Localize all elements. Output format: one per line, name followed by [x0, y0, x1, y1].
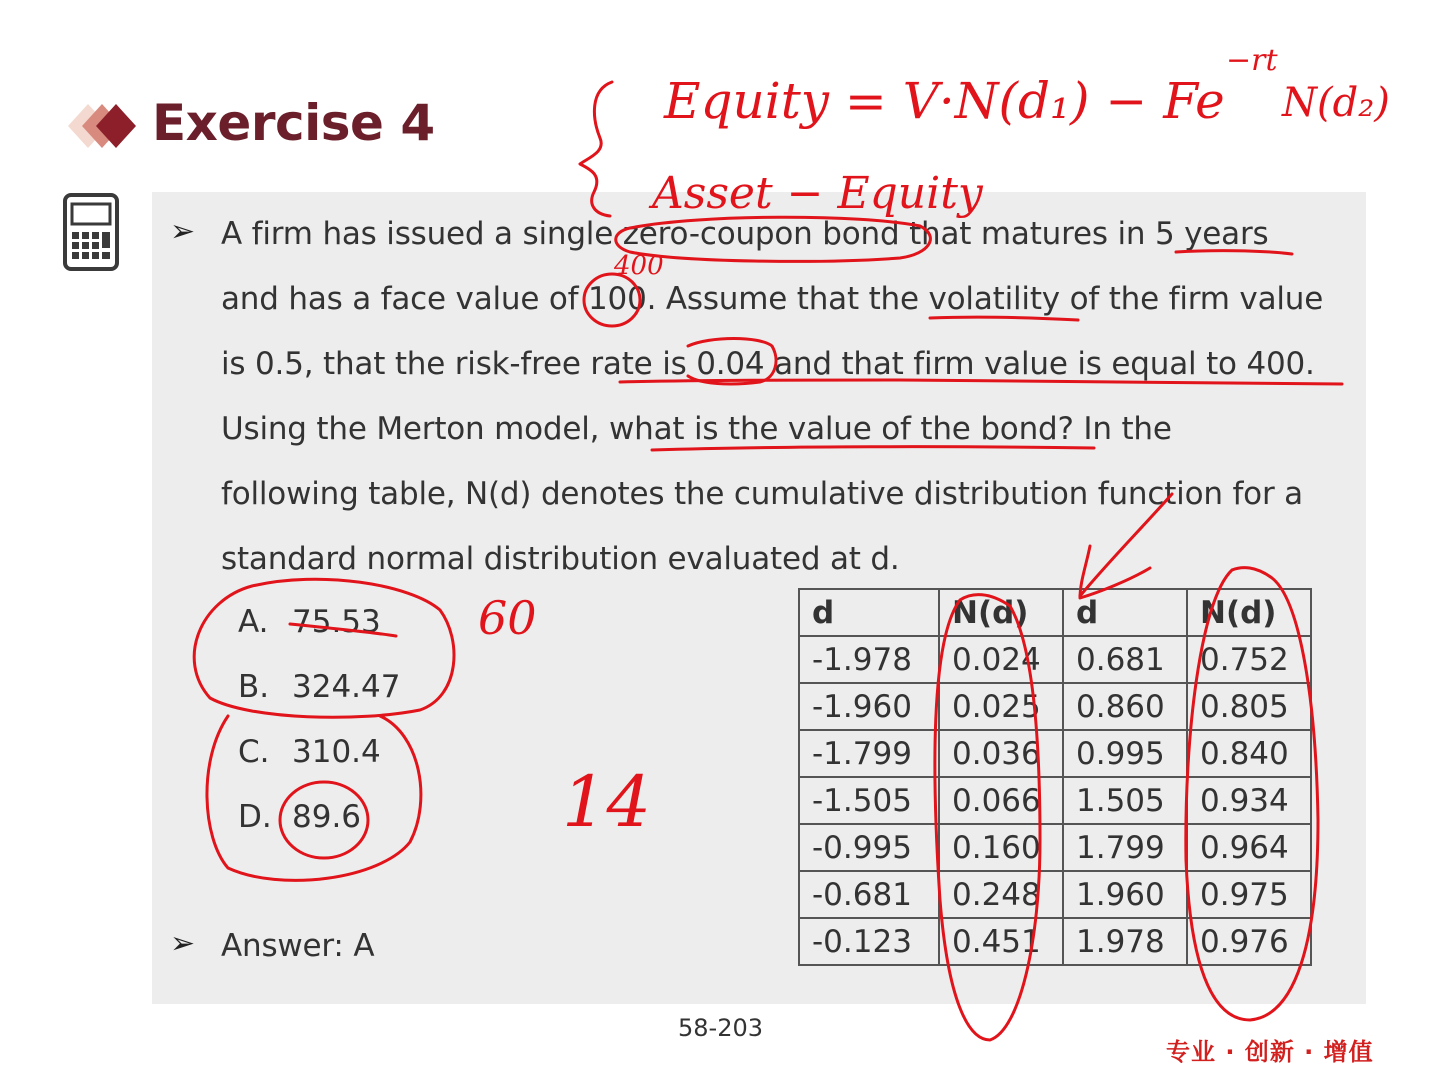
table-cell: 0.248	[939, 871, 1063, 918]
table-row	[799, 918, 1311, 965]
ink-note-60: 60	[478, 591, 537, 645]
calculator-icon	[62, 192, 120, 272]
table-cell: -1.960	[799, 683, 939, 730]
table-cell: 0.975	[1187, 871, 1311, 918]
table-cell: -0.995	[799, 824, 939, 871]
table-row	[799, 730, 1311, 777]
title-diamond-icon	[36, 86, 146, 166]
choice-label: C.	[238, 734, 270, 770]
question-line-3: is 0.5, that the risk-free rate is 0.04 and that firm value is equal to 400.	[221, 346, 1315, 382]
table-cell: 0.805	[1187, 683, 1311, 730]
table-cell: 0.976	[1187, 918, 1311, 965]
ink-formula-tail: N(d₂)	[1282, 80, 1390, 126]
question-line-1: A firm has issued a single zero-coupon bond that matures in 5 years	[221, 216, 1269, 252]
table-header: N(d)	[939, 589, 1063, 636]
table-cell: 0.860	[1063, 683, 1187, 730]
table-cell: 1.978	[1063, 918, 1187, 965]
table-cell: 0.160	[939, 824, 1063, 871]
table-row	[799, 871, 1311, 918]
choice-label: A.	[238, 604, 269, 640]
table-header: d	[1063, 589, 1187, 636]
table-cell: 0.036	[939, 730, 1063, 777]
question-line-5: following table, N(d) denotes the cumulative distribution function for a	[221, 476, 1303, 512]
table-cell: -0.123	[799, 918, 939, 965]
table-header-row	[799, 589, 1311, 636]
table-cell: 0.995	[1063, 730, 1187, 777]
table-row	[799, 683, 1311, 730]
table-cell: 0.024	[939, 636, 1063, 683]
question-line-4: Using the Merton model, what is the value of the bond? In the	[221, 411, 1172, 447]
normal-distribution-table	[798, 588, 1312, 966]
table-cell: 0.840	[1187, 730, 1311, 777]
table-cell: -1.505	[799, 777, 939, 824]
table-cell: -1.978	[799, 636, 939, 683]
choice-label: B.	[238, 669, 270, 705]
table-header: d	[799, 589, 939, 636]
table-cell: 0.752	[1187, 636, 1311, 683]
ink-note-400: 400	[614, 251, 664, 281]
bullet-arrow-icon: ➢	[170, 926, 196, 961]
answer-text: Answer: A	[221, 928, 375, 964]
table-cell: 0.025	[939, 683, 1063, 730]
ink-formula-exponent: −rt	[1226, 43, 1278, 78]
ink-formula-1: Equity = V·N(d₁) − Fe	[664, 72, 1225, 130]
table-cell: 0.934	[1187, 777, 1311, 824]
table-cell: 0.964	[1187, 824, 1311, 871]
table-row	[799, 636, 1311, 683]
table-row	[799, 777, 1311, 824]
page-number: 58-203	[678, 1014, 764, 1042]
table-cell: -1.799	[799, 730, 939, 777]
table-cell: 1.960	[1063, 871, 1187, 918]
table-header: N(d)	[1187, 589, 1311, 636]
question-line-6: standard normal distribution evaluated at d.	[221, 541, 900, 577]
table-cell: 1.505	[1063, 777, 1187, 824]
slide-title: Exercise 4	[152, 94, 435, 152]
table-cell: 0.066	[939, 777, 1063, 824]
table-row	[799, 824, 1311, 871]
brand-slogan: 专业 · 创新 · 增值	[1166, 1038, 1374, 1066]
choice-value: 75.53	[292, 604, 381, 640]
choice-label: D.	[238, 799, 272, 835]
table-cell: 1.799	[1063, 824, 1187, 871]
ink-formula-2: Asset − Equity	[652, 168, 983, 219]
choice-value: 310.4	[292, 734, 381, 770]
bullet-arrow-icon: ➢	[170, 214, 196, 249]
ink-note-14: 14	[562, 761, 652, 843]
question-line-2: and has a face value of 100. Assume that the volatility of the firm value	[221, 281, 1324, 317]
choice-value: 324.47	[292, 669, 401, 705]
table-cell: 0.451	[939, 918, 1063, 965]
table-cell: 0.681	[1063, 636, 1187, 683]
choice-value: 89.6	[292, 799, 362, 835]
table-cell: -0.681	[799, 871, 939, 918]
